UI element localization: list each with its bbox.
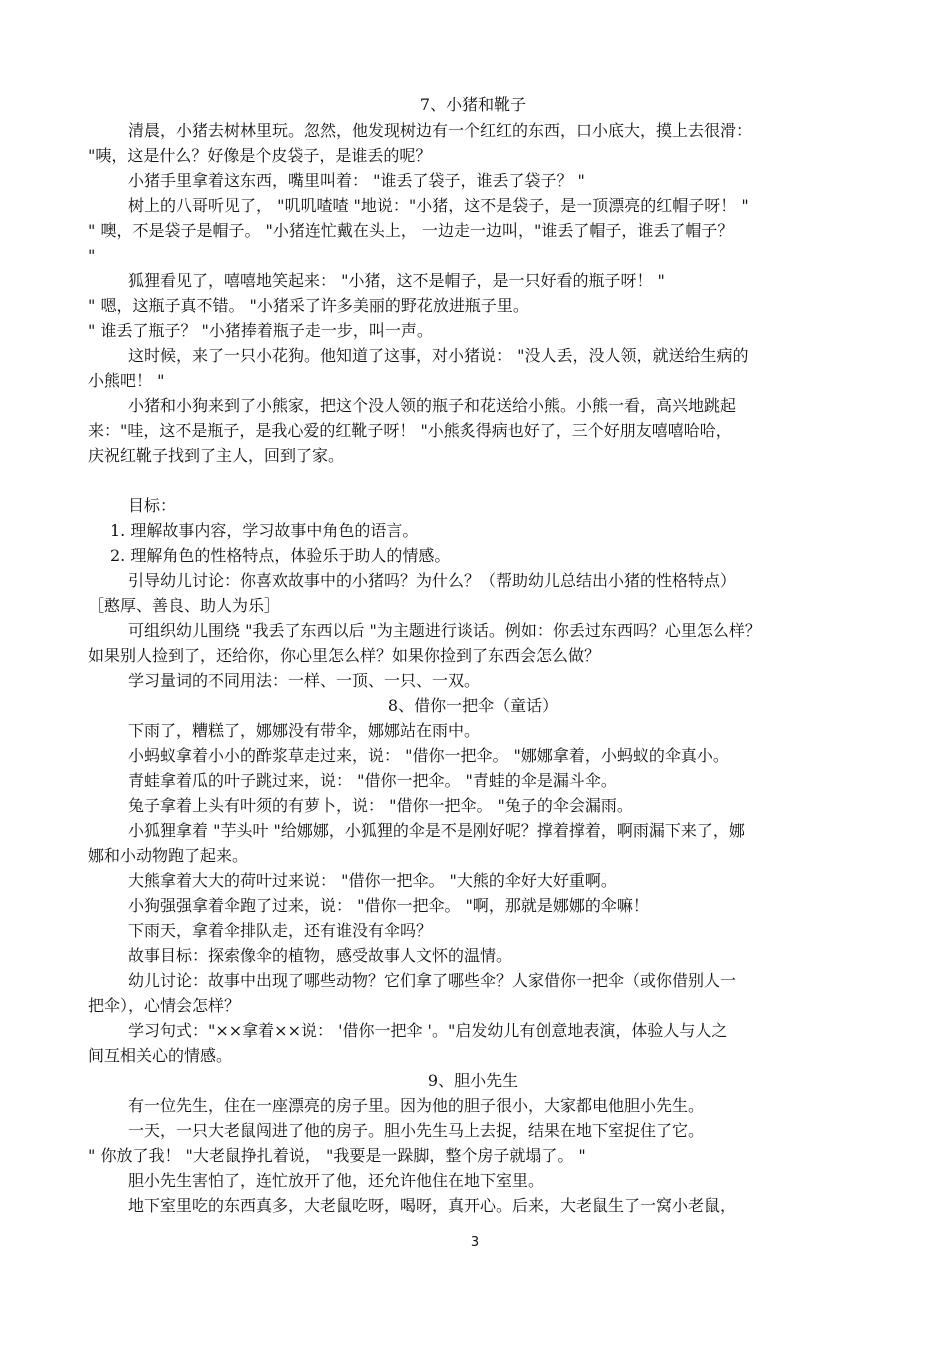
- text-line: 清晨，小猪去树林里玩。忽然，他发现树边有一个红红的东西，口小底大，摸上去很滑：: [128, 121, 753, 140]
- text-line: 地下室里吃的东西真多，大老鼠吃呀，喝呀，真开心。后来，大老鼠生了一窝小老鼠，: [128, 1196, 737, 1215]
- text-line: 狐狸看见了，嘻嘻地笑起来： "小猪，这不是帽子，是一只好看的瓶子呀！ ": [128, 271, 665, 290]
- text-line: 间互相关心的情感。: [88, 1046, 233, 1065]
- text-line: 一天，一只大老鼠闯进了他的房子。胆小先生马上去捉，结果在地下室捉住了它。: [128, 1121, 705, 1140]
- text-line: 下雨了，糟糕了，娜娜没有带伞，娜娜站在雨中。: [128, 721, 481, 740]
- story-7-title: 7、小猪和靴子: [419, 95, 527, 114]
- text-line: 学习句式："××拿着××说： '借你一把伞 '。"启发幼儿有创意地表演，体验人与人之: [128, 1021, 728, 1040]
- text-line: 小狐狸拿着 "芋头叶 "给娜娜，小狐狸的伞是不是刚好呢？撑着撑着，啊雨漏下来了，娜: [128, 821, 745, 840]
- text-line: 幼儿讨论：故事中出现了哪些动物？它们拿了哪些伞？人家借你一把伞（或你借别人一: [128, 971, 737, 990]
- text-line: ": [88, 246, 96, 265]
- story-9-title: 9、胆小先生: [427, 1071, 519, 1090]
- goals-heading: 目标：: [128, 496, 177, 515]
- text-line: 学习量词的不同用法：一样、一顶、一只、一双。: [128, 671, 481, 690]
- text-line: " 谁丢了瓶子？ "小猪捧着瓶子走一步，叫一声。: [88, 321, 433, 340]
- text-line: 把伞），心情会怎样？: [88, 996, 241, 1015]
- text-line: 下雨天，拿着伞排队走，还有谁没有伞吗？: [128, 921, 433, 940]
- text-line: 如果别人捡到了，还给你，你心里怎么样？如果你捡到了东西会怎么做？: [88, 646, 601, 665]
- text-line: " 嗯，这瓶子真不错。 "小猪采了许多美丽的野花放进瓶子里。: [88, 296, 529, 315]
- text-line: 来："哇，这不是瓶子，是我心爱的红靴子呀！ "小熊炙得病也好了，三个好朋友嘻嘻哈哈，: [88, 421, 732, 440]
- text-line: 小狗强强拿着伞跑了过来，说： "借你一把伞。 "啊，那就是娜娜的伞嘛！: [128, 896, 649, 915]
- text-line: 可组织幼儿围绕 "我丢了东西以后 "为主题进行谈话。例如：你丢过东西吗？心里怎么样？: [128, 621, 761, 640]
- text-line: 故事目标：探索像伞的植物，感受故事人文怀的温情。: [128, 946, 513, 965]
- text-line: ［憨厚、善良、助人为乐］: [88, 596, 281, 615]
- text-line: " 你放了我！ "大老鼠挣扎着说， "我要是一跺脚，整个房子就塌了。 ": [88, 1146, 586, 1165]
- text-line: 有一位先生，住在一座漂亮的房子里。因为他的胆子很小，大家都电他胆小先生。: [128, 1096, 705, 1115]
- text-line: 小蚂蚁拿着小小的酢浆草走过来，说： "借你一把伞。 "娜娜拿着，小蚂蚁的伞真小。: [128, 746, 729, 765]
- text-line: 大熊拿着大大的荷叶过来说： "借你一把伞。 "大熊的伞好大好重啊。: [128, 871, 617, 890]
- text-line: 小熊吧！ ": [88, 371, 165, 390]
- text-line: 庆祝红靴子找到了主人，回到了家。: [88, 446, 345, 465]
- text-line: 引导幼儿讨论：你喜欢故事中的小猪吗？为什么？（帮助幼儿总结出小猪的性格特点）: [128, 571, 737, 590]
- text-line: 青蛙拿着瓜的叶子跳过来，说： "借你一把伞。 "青蛙的伞是漏斗伞。: [128, 771, 617, 790]
- text-line: 小猪和小狗来到了小熊家，把这个没人领的瓶子和花送给小熊。小熊一看，高兴地跳起: [128, 396, 737, 415]
- page-number: 3: [470, 1235, 480, 1250]
- text-line: " 噢，不是袋子是帽子。 "小猪连忙戴在头上， 一边走一边叫，"谁丢了帽子，谁丢了帽子？: [88, 221, 734, 240]
- goal-item: 2. 理解角色的性格特点，体验乐于助人的情感。: [110, 546, 451, 565]
- text-line: 小猪手里拿着这东西，嘴里叫着： "谁丢了袋子，谁丢了袋子？ ": [128, 171, 585, 190]
- story-8-title: 8、借你一把伞（童话）: [387, 696, 559, 715]
- text-line: 娜和小动物跑了起来。: [88, 846, 249, 865]
- text-line: 兔子拿着上头有叶须的有萝卜，说： "借你一把伞。 "兔子的伞会漏雨。: [128, 796, 633, 815]
- text-line: 树上的八哥听见了， "叽叽喳喳 "地说："小猪，这不是袋子，是一顶漂亮的红帽子呀！ ": [128, 196, 749, 215]
- text-line: 这时候，来了一只小花狗。他知道了这事，对小猪说： "没人丢，没人领，就送给生病的: [128, 346, 749, 365]
- text-line: "咦，这是什么？好像是个皮袋子，是谁丢的呢？: [88, 146, 432, 165]
- goal-item: 1. 理解故事内容，学习故事中角色的语言。: [110, 521, 419, 540]
- text-line: 胆小先生害怕了，连忙放开了他，还允许他住在地下室里。: [128, 1171, 545, 1190]
